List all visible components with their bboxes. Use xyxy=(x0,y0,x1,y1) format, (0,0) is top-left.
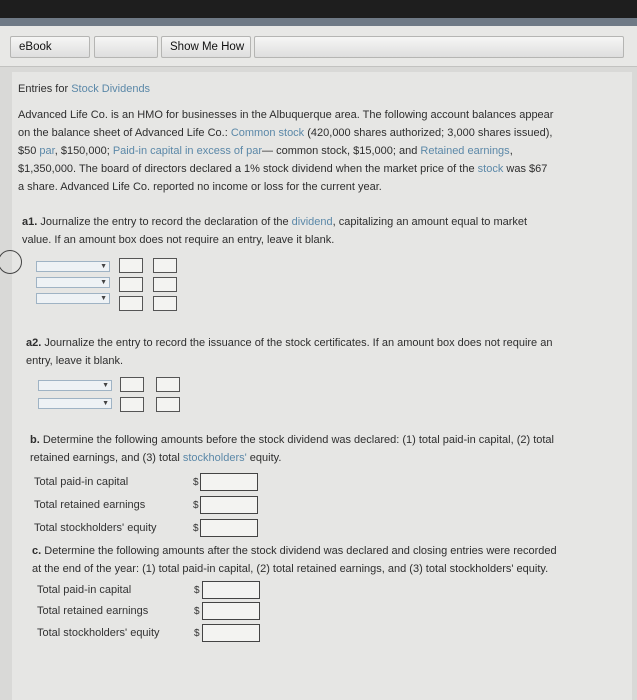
tab-blank-1[interactable] xyxy=(94,36,158,58)
heading-link[interactable]: Stock Dividends xyxy=(71,83,151,95)
side-marker xyxy=(0,250,22,274)
question-a2-line-2: entry, leave it blank. xyxy=(26,355,124,367)
question-a1: a1. Journalize the entry to record the declaration of the dividend, capitalizing an amount equal to market xyxy=(22,216,528,228)
paid-in-capital-link[interactable]: Paid-in capital in excess of par xyxy=(112,145,263,157)
a1-account-select-1[interactable]: ▼ xyxy=(36,261,110,272)
c-dollar-1: $ xyxy=(194,585,200,596)
intro-line-2: on the balance sheet of Advanced Life Co.: Common stock (420,000 shares authorized; 3,000 shares issued), xyxy=(18,127,553,139)
a2-debit-1[interactable] xyxy=(120,377,144,392)
a2-credit-1[interactable] xyxy=(156,377,180,392)
header-stripe xyxy=(0,18,637,26)
problem-heading xyxy=(18,80,150,98)
c-total-paid-in-capital-label: Total paid-in capital xyxy=(37,584,132,596)
b-total-paid-in-capital-label: Total paid-in capital xyxy=(34,476,129,488)
question-b-line-2: retained earnings, and (3) total stockholders' equity. xyxy=(30,452,282,464)
a1-debit-2[interactable] xyxy=(119,277,143,292)
b-dollar-2: $ xyxy=(193,500,199,511)
tab-bar xyxy=(0,26,637,67)
heading-text: Entries for xyxy=(18,83,72,95)
intro-line-5: a share. Advanced Life Co. reported no income or loss for the current year. xyxy=(18,181,382,193)
intro-line-1: Advanced Life Co. is an HMO for businesses in the Albuquerque area. The following account balances appear xyxy=(18,109,554,121)
stockholders-link[interactable]: stockholders' xyxy=(182,452,247,464)
a1-account-select-2[interactable]: ▼ xyxy=(36,277,110,288)
a1-credit-1[interactable] xyxy=(153,258,177,273)
question-b: b. Determine the following amounts before the stock dividend was declared: (1) total paid-in capital, (2) total xyxy=(30,434,554,446)
question-a1-line-2: value. If an amount box does not require an entry, leave it blank. xyxy=(22,234,335,246)
c-dollar-3: $ xyxy=(194,628,200,639)
question-c-line-2: at the end of the year: (1) total paid-in capital, (2) total retained earnings, and (3) total stockholders' equity. xyxy=(32,563,549,575)
b-total-retained-earnings-input[interactable] xyxy=(200,496,258,514)
tab-ebook[interactable]: eBook xyxy=(10,36,90,58)
c-total-paid-in-capital-input[interactable] xyxy=(202,581,260,599)
problem-content xyxy=(12,72,632,700)
common-stock-link[interactable]: Common stock xyxy=(230,127,305,139)
intro-line-3: $50 par, $150,000; Paid-in capital in excess of par— common stock, $15,000; and Retained earnings, xyxy=(18,145,513,157)
c-total-stockholders-equity-input[interactable] xyxy=(202,624,260,642)
par-link[interactable]: par xyxy=(39,145,55,157)
b-total-stockholders-equity-input[interactable] xyxy=(200,519,258,537)
c-dollar-2: $ xyxy=(194,606,200,617)
question-c: c. Determine the following amounts after the stock dividend was declared and closing entries were recorded xyxy=(32,545,557,557)
window-top-bar xyxy=(0,0,637,18)
a1-debit-3[interactable] xyxy=(119,296,143,311)
c-total-retained-earnings-label: Total retained earnings xyxy=(37,605,149,617)
retained-earnings-link[interactable]: Retained earnings xyxy=(420,145,510,157)
a2-account-select-2[interactable]: ▼ xyxy=(38,398,112,409)
b-dollar-1: $ xyxy=(193,477,199,488)
tab-show-me-how[interactable]: Show Me How xyxy=(161,36,251,58)
b-total-retained-earnings-label: Total retained earnings xyxy=(34,499,146,511)
b-dollar-3: $ xyxy=(193,523,199,534)
intro-line-4: $1,350,000. The board of directors declared a 1% stock dividend when the market price of the stock was $67 xyxy=(18,163,548,175)
b-total-paid-in-capital-input[interactable] xyxy=(200,473,258,491)
b-total-stockholders-equity-label: Total stockholders' equity xyxy=(34,522,157,534)
stock-link[interactable]: stock xyxy=(477,163,504,175)
a1-account-select-3[interactable]: ▼ xyxy=(36,293,110,304)
dividend-link[interactable]: dividend xyxy=(291,216,333,228)
tab-blank-2[interactable] xyxy=(254,36,624,58)
a2-debit-2[interactable] xyxy=(120,397,144,412)
c-total-retained-earnings-input[interactable] xyxy=(202,602,260,620)
a2-account-select-1[interactable]: ▼ xyxy=(38,380,112,391)
a2-credit-2[interactable] xyxy=(156,397,180,412)
a1-credit-3[interactable] xyxy=(153,296,177,311)
c-total-stockholders-equity-label: Total stockholders' equity xyxy=(37,627,160,639)
question-a2: a2. Journalize the entry to record the issuance of the stock certificates. If an amount box does not require an xyxy=(26,337,553,349)
a1-debit-1[interactable] xyxy=(119,258,143,273)
a1-credit-2[interactable] xyxy=(153,277,177,292)
